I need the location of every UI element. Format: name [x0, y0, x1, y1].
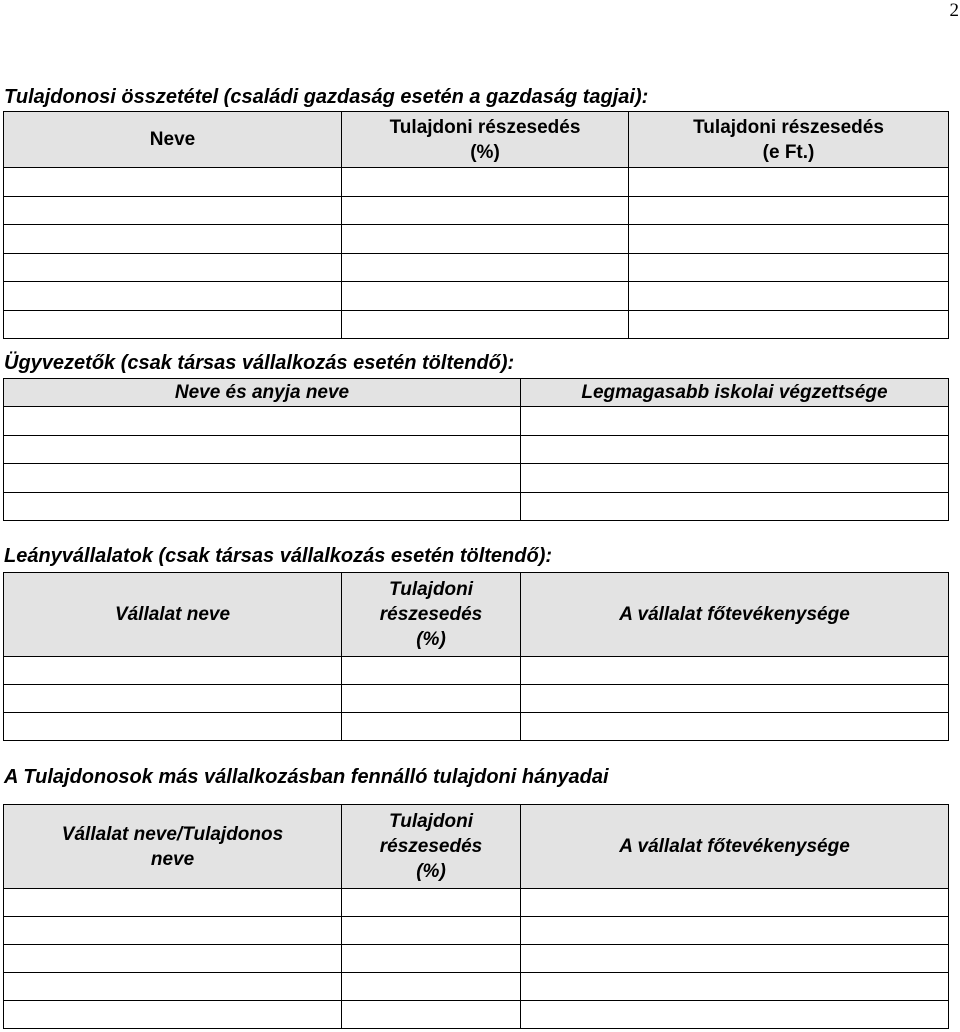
owner-share-pct-cell[interactable]: [342, 253, 629, 282]
holding-company-cell[interactable]: [4, 945, 342, 973]
subsidiaries-header-activity: A vállalat főtevékenysége: [521, 573, 949, 657]
subsidiary-activity-cell[interactable]: [521, 713, 949, 741]
holding-share-cell[interactable]: [342, 889, 521, 917]
holding-share-cell[interactable]: [342, 917, 521, 945]
table-row: [4, 685, 949, 713]
owner-name-cell[interactable]: [4, 225, 342, 254]
subsidiaries-header-share: Tulajdoni részesedés (%): [342, 573, 521, 657]
table-row: [4, 253, 949, 282]
owners-header-share-eft: Tulajdoni részesedés (e Ft.): [629, 112, 949, 168]
table-row: [4, 492, 949, 521]
owner-share-eft-cell[interactable]: [629, 196, 949, 225]
holding-company-cell[interactable]: [4, 973, 342, 1001]
owner-share-pct-cell[interactable]: [342, 282, 629, 311]
table-row: [4, 973, 949, 1001]
owner-name-cell[interactable]: [4, 282, 342, 311]
subsidiary-activity-cell[interactable]: [521, 657, 949, 685]
other-holdings-header-company: Vállalat neve/Tulajdonos neve: [4, 805, 342, 889]
subsidiary-company-cell[interactable]: [4, 713, 342, 741]
table-row: [4, 310, 949, 339]
manager-name-cell[interactable]: [4, 435, 521, 464]
owner-share-eft-cell[interactable]: [629, 225, 949, 254]
owner-share-pct-cell[interactable]: [342, 196, 629, 225]
table-row: [4, 282, 949, 311]
holding-share-cell[interactable]: [342, 945, 521, 973]
holding-company-cell[interactable]: [4, 889, 342, 917]
holding-share-cell[interactable]: [342, 973, 521, 1001]
table-row: [4, 464, 949, 493]
table-row: [4, 407, 949, 436]
table-row: [4, 168, 949, 197]
managers-table: [3, 378, 949, 521]
table-row: [4, 657, 949, 685]
subsidiaries-header-company: Vállalat neve: [4, 573, 342, 657]
table-row: [4, 196, 949, 225]
table-row: [4, 713, 949, 741]
page-number: 2: [949, 0, 959, 21]
manager-education-cell[interactable]: [521, 407, 949, 436]
other-holdings-header-share: Tulajdoni részesedés (%): [342, 805, 521, 889]
owner-share-pct-cell[interactable]: [342, 168, 629, 197]
manager-education-cell[interactable]: [521, 464, 949, 493]
subsidiary-share-cell[interactable]: [342, 685, 521, 713]
owners-table: [3, 111, 949, 339]
holding-activity-cell[interactable]: [521, 1001, 949, 1029]
owner-name-cell[interactable]: [4, 310, 342, 339]
managers-header-row: [4, 379, 949, 407]
managers-header-education: Legmagasabb iskolai végzettsége: [521, 379, 949, 407]
manager-name-cell[interactable]: [4, 407, 521, 436]
owners-header-name: Neve: [4, 112, 342, 168]
table-row: [4, 225, 949, 254]
owner-share-pct-cell[interactable]: [342, 310, 629, 339]
owner-share-pct-cell[interactable]: [342, 225, 629, 254]
holding-activity-cell[interactable]: [521, 889, 949, 917]
subsidiary-share-cell[interactable]: [342, 713, 521, 741]
manager-name-cell[interactable]: [4, 492, 521, 521]
subsidiary-company-cell[interactable]: [4, 685, 342, 713]
owner-share-eft-cell[interactable]: [629, 168, 949, 197]
holding-activity-cell[interactable]: [521, 917, 949, 945]
owner-share-eft-cell[interactable]: [629, 282, 949, 311]
other-holdings-header-row: [4, 805, 949, 889]
managers-header-name: Neve és anyja neve: [4, 379, 521, 407]
owners-header-share-pct: Tulajdoni részesedés (%): [342, 112, 629, 168]
other-holdings-table: [3, 804, 949, 1029]
other-holdings-section-title: A Tulajdonosok más vállalkozásban fennálló tulajdoni hányadai: [4, 766, 609, 788]
manager-name-cell[interactable]: [4, 464, 521, 493]
table-row: [4, 435, 949, 464]
owner-name-cell[interactable]: [4, 196, 342, 225]
manager-education-cell[interactable]: [521, 435, 949, 464]
subsidiary-company-cell[interactable]: [4, 657, 342, 685]
manager-education-cell[interactable]: [521, 492, 949, 521]
owner-name-cell[interactable]: [4, 168, 342, 197]
table-row: [4, 889, 949, 917]
subsidiary-activity-cell[interactable]: [521, 685, 949, 713]
table-row: [4, 1001, 949, 1029]
table-row: [4, 945, 949, 973]
table-row: [4, 917, 949, 945]
subsidiaries-table: [3, 572, 949, 741]
holding-share-cell[interactable]: [342, 1001, 521, 1029]
other-holdings-header-activity: A vállalat főtevékenysége: [521, 805, 949, 889]
owners-section-title: Tulajdonosi összetétel (családi gazdaság esetén a gazdaság tagjai):: [4, 86, 649, 108]
holding-company-cell[interactable]: [4, 917, 342, 945]
owner-share-eft-cell[interactable]: [629, 310, 949, 339]
subsidiaries-section-title: Leányvállalatok (csak társas vállalkozás esetén töltendő):: [4, 545, 553, 567]
subsidiaries-header-row: [4, 573, 949, 657]
holding-activity-cell[interactable]: [521, 973, 949, 1001]
managers-section-title: Ügyvezetők (csak társas vállalkozás esetén töltendő):: [4, 352, 515, 374]
holding-activity-cell[interactable]: [521, 945, 949, 973]
holding-company-cell[interactable]: [4, 1001, 342, 1029]
subsidiary-share-cell[interactable]: [342, 657, 521, 685]
owner-share-eft-cell[interactable]: [629, 253, 949, 282]
owners-header-row: [4, 112, 949, 168]
owner-name-cell[interactable]: [4, 253, 342, 282]
